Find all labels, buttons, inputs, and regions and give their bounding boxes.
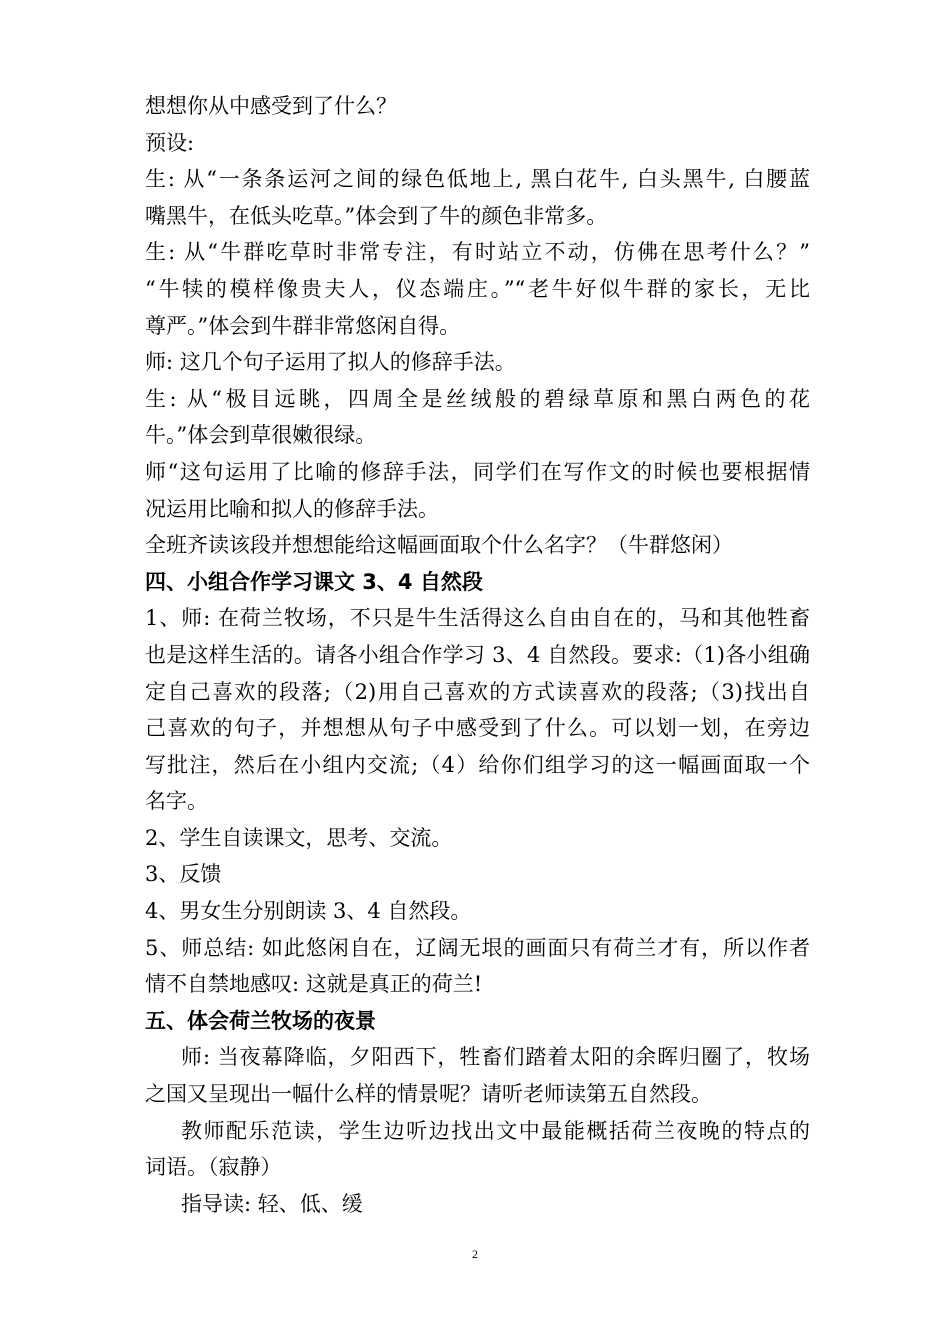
body-line: 师: 当夜幕降临，夕阳西下，牲畜们踏着太阳的余晖归圈了，牧场 — [181, 1045, 810, 1070]
body-line: 生: 从“一条条运河之间的绿色低地上, 黑白花牛, 白头黑牛, 白腰蓝 — [145, 167, 810, 192]
body-line: 名字。 — [145, 789, 208, 814]
body-line: 己喜欢的句子，并想想从句子中感受到了什么。可以划一划，在旁边 — [145, 716, 810, 741]
body-line: “牛犊的模样像贵夫人，仪态端庄。”“老牛好似牛群的家长，无比 — [145, 276, 810, 301]
section-heading-5: 五、体会荷兰牧场的夜景 — [145, 1008, 376, 1033]
body-line: 全班齐读该段并想想能给这幅画面取个什么名字？（牛群悠闲） — [145, 533, 733, 558]
body-line: 况运用比喻和拟人的修辞手法。 — [145, 496, 439, 521]
body-line: 师“这句运用了比喻的修辞手法，同学们在写作文的时候也要根据情 — [145, 459, 810, 484]
body-line: 指导读: 轻、低、缓 — [181, 1191, 363, 1216]
body-line: 3、反馈 — [145, 862, 222, 887]
section-heading-4: 四、小组合作学习课文 3、4 自然段 — [145, 569, 483, 594]
body-line: 之国又呈现出一幅什么样的情景呢？请听老师读第五自然段。 — [145, 1082, 712, 1107]
body-line: 尊严。”体会到牛群非常悠闲自得。 — [145, 313, 461, 338]
body-line: 5、师总结: 如此悠闲自在，辽阔无垠的画面只有荷兰才有，所以作者 — [145, 935, 810, 960]
document-body — [145, 88, 810, 1222]
body-line: 词语。（寂静） — [145, 1155, 282, 1180]
body-line: 嘴黑牛，在低头吃草。”体会到了牛的颜色非常多。 — [145, 203, 608, 228]
page-number: 2 — [472, 1247, 478, 1261]
body-line: 2、学生自读课文，思考、交流。 — [145, 825, 453, 850]
body-line: 也是这样生活的。请各小组合作学习 3、4 自然段。要求:（1)各小组确 — [145, 642, 810, 667]
body-line: 牛。”体会到草很嫩很绿。 — [145, 423, 377, 448]
body-line: 师: 这几个句子运用了拟人的修辞手法。 — [145, 350, 516, 375]
body-line: 生: 从“极目远眺，四周全是丝绒般的碧绿草原和黑白两色的花 — [145, 386, 810, 411]
body-line: 定自己喜欢的段落;（2)用自己喜欢的方式读喜欢的段落;（3)找出自 — [145, 679, 810, 704]
body-line: 写批注，然后在小组内交流;（4）给你们组学习的这一幅画面取一个 — [145, 752, 810, 777]
body-line: 情不自禁地感叹: 这就是真正的荷兰! — [145, 972, 483, 997]
body-line: 想想你从中感受到了什么？ — [145, 94, 397, 118]
body-line: 4、男女生分别朗读 3、4 自然段。 — [145, 899, 472, 924]
body-line: 生: 从“牛群吃草时非常专注，有时站立不动，仿佛在思考什么？” — [145, 240, 810, 265]
body-line: 教师配乐范读，学生边听边找出文中最能概括荷兰夜晚的特点的 — [181, 1118, 810, 1143]
body-line: 1、师: 在荷兰牧场，不只是牛生活得这么自由自在的，马和其他牲畜 — [145, 606, 810, 631]
body-line: 预设: — [145, 130, 195, 155]
